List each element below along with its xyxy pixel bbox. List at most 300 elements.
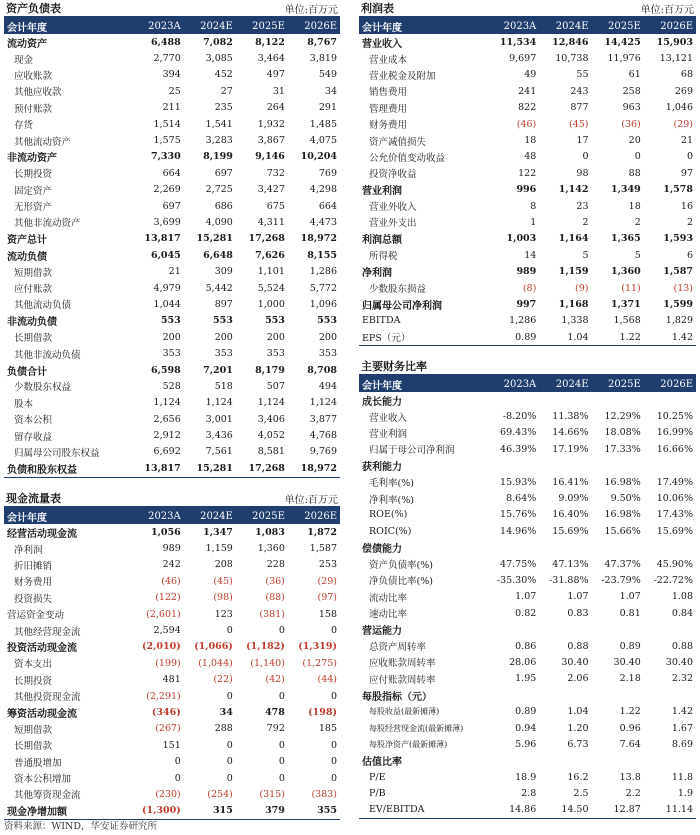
value-cell: 497 <box>266 69 285 81</box>
value-cell: 822 <box>518 102 537 114</box>
value-cell: 17.19% <box>552 443 589 455</box>
value-cell: 8,581 <box>257 446 285 458</box>
value-cell: 0 <box>226 739 233 751</box>
row-label: 估值比率 <box>362 757 402 769</box>
value-cell: 494 <box>318 380 337 392</box>
row-label: 流动比率 <box>369 592 408 604</box>
value-cell: 686 <box>214 200 233 212</box>
table-row <box>4 132 340 148</box>
value-cell: 1.42 <box>644 329 696 346</box>
table-row <box>359 313 696 329</box>
row-label: 非流动负债 <box>7 317 57 329</box>
header-year: 2025E <box>236 508 288 524</box>
value-cell: (88) <box>265 592 285 604</box>
value-cell: 0 <box>174 772 181 784</box>
value-cell: (29) <box>673 118 693 130</box>
table-row <box>4 557 340 573</box>
header-row <box>359 376 696 392</box>
value-cell: 27 <box>220 85 233 97</box>
row-label: 每股净资产(最新摊薄) <box>369 739 448 749</box>
table-row <box>359 523 696 539</box>
table-row <box>359 408 696 424</box>
row-label: P/E <box>369 771 386 783</box>
table-row <box>359 621 696 637</box>
value-cell: -23.79% <box>601 574 641 586</box>
row-label: 营业外收入 <box>369 202 417 214</box>
value-cell: 1,286 <box>309 266 337 278</box>
table-row <box>359 182 696 198</box>
row-label: 少数股东损益 <box>369 284 427 296</box>
value-cell: 1,124 <box>257 397 285 409</box>
value-cell: 353 <box>162 348 181 360</box>
balance-sheet-title: 资产负债表 <box>6 2 61 15</box>
row-label: 流动资产 <box>7 38 47 50</box>
value-cell: 0 <box>330 690 337 702</box>
value-cell: 15.76% <box>500 509 537 521</box>
value-cell: (1,275) <box>302 657 337 669</box>
value-cell: 16.40% <box>552 509 589 521</box>
row-label: 速动比率 <box>369 609 408 621</box>
value-cell: 0.88 <box>567 640 589 652</box>
value-cell: (22) <box>213 674 233 686</box>
value-cell: 47.37% <box>604 558 641 570</box>
value-cell: 30.40 <box>665 656 693 668</box>
table-row <box>4 231 340 247</box>
value-cell: 507 <box>266 380 285 392</box>
income-statement-panel <box>359 0 696 346</box>
row-label: 短期借款 <box>14 267 53 279</box>
value-cell: 553 <box>317 315 337 327</box>
row-label: 现金净增加额 <box>4 803 132 820</box>
value-cell <box>592 540 644 556</box>
value-cell <box>539 392 591 408</box>
value-cell: 6,045 <box>151 249 181 261</box>
value-cell: 200 <box>214 331 233 343</box>
value-cell: 15.93% <box>500 476 537 488</box>
row-label: 其他筹资现金流 <box>14 790 81 802</box>
value-cell: 4,052 <box>257 430 285 442</box>
value-cell <box>487 753 539 769</box>
table-row <box>359 572 696 588</box>
value-cell: 20 <box>628 135 641 147</box>
table-row <box>359 474 696 490</box>
value-cell: 0.84 <box>671 607 693 619</box>
table-row <box>4 83 340 99</box>
table-row <box>4 100 340 116</box>
value-cell: 17,268 <box>236 460 288 477</box>
income-statement-title-bar <box>359 0 696 18</box>
value-cell: 1.22 <box>592 329 644 346</box>
value-cell: 185 <box>318 723 337 735</box>
value-cell: 1 <box>530 216 537 228</box>
value-cell: 16.66% <box>656 443 693 455</box>
header-year: 2024E <box>184 508 236 524</box>
value-cell: 1,286 <box>509 315 537 327</box>
value-cell: 291 <box>318 102 337 114</box>
table-row <box>359 671 696 687</box>
value-cell <box>487 458 539 474</box>
value-cell: 122 <box>518 167 537 179</box>
table-row <box>359 785 696 801</box>
value-cell: 10,738 <box>555 53 589 65</box>
value-cell: 697 <box>162 200 181 212</box>
value-cell: (46) <box>516 118 537 130</box>
table-row <box>4 395 340 411</box>
table-row <box>4 737 340 753</box>
value-cell: (46) <box>161 575 181 587</box>
header-row <box>4 508 340 524</box>
value-cell: 1,000 <box>257 298 285 310</box>
value-cell: 61 <box>628 69 641 81</box>
value-cell: 8.69 <box>671 738 693 750</box>
value-cell: 6.73 <box>567 738 589 750</box>
value-cell: (1,319) <box>298 641 337 653</box>
value-cell: 2,770 <box>153 53 181 65</box>
table-row <box>4 721 340 737</box>
row-label: ROE(%) <box>369 509 408 521</box>
header-row <box>4 18 340 34</box>
table-row <box>359 247 696 263</box>
row-label: 营运能力 <box>362 626 402 638</box>
row-label: 非流动资产 <box>7 153 57 165</box>
value-cell: 2 <box>582 216 589 228</box>
income-statement-table <box>359 18 696 346</box>
table-row <box>4 263 340 279</box>
value-cell: 88 <box>628 167 641 179</box>
value-cell: 664 <box>318 200 337 212</box>
value-cell: 0 <box>226 756 233 768</box>
value-cell: (97) <box>317 592 337 604</box>
value-cell: 15,903 <box>656 36 693 48</box>
row-label: 其他非流动资产 <box>14 218 81 230</box>
value-cell <box>539 540 591 556</box>
value-cell: 1,056 <box>151 526 181 538</box>
header-label: 会计年度 <box>359 18 487 34</box>
row-label: 投资净收益 <box>369 169 417 181</box>
balance-sheet-panel <box>4 0 340 478</box>
header-year: 2023A <box>132 508 184 524</box>
value-cell: 200 <box>318 331 337 343</box>
value-cell: 151 <box>162 739 181 751</box>
value-cell: 16.98% <box>604 476 641 488</box>
value-cell: 3,283 <box>205 135 233 147</box>
value-cell: (2,601) <box>146 608 181 620</box>
value-cell: 8 <box>530 200 537 212</box>
value-cell: 1,142 <box>558 184 589 196</box>
value-cell: 0.89 <box>619 640 641 652</box>
value-cell: 10.06% <box>656 493 693 505</box>
value-cell: 258 <box>622 85 641 97</box>
row-label: EBITDA <box>362 315 401 327</box>
value-cell: 518 <box>214 380 233 392</box>
table-row <box>359 132 696 148</box>
table-row <box>359 425 696 441</box>
balance-sheet-table <box>4 18 340 478</box>
row-label: 存货 <box>14 120 34 132</box>
row-label: 长期投资 <box>14 675 53 687</box>
value-cell: 8,179 <box>255 364 285 376</box>
value-cell: 49 <box>524 69 537 81</box>
table-row <box>359 589 696 605</box>
value-cell: 4,473 <box>309 216 337 228</box>
ratios-panel <box>359 358 696 819</box>
value-cell: 17.33% <box>604 443 641 455</box>
table-row <box>4 329 340 345</box>
value-cell: 1,932 <box>257 118 285 130</box>
value-cell: 269 <box>674 85 693 97</box>
value-cell: 675 <box>266 200 285 212</box>
row-label: 资本公积 <box>14 415 53 427</box>
value-cell: (36) <box>265 575 285 587</box>
value-cell: 2.18 <box>619 673 641 685</box>
value-cell: 989 <box>162 543 181 555</box>
row-label: 投资活动现金流 <box>7 643 77 655</box>
cashflow-unit: 单位:百万元 <box>284 495 338 506</box>
value-cell: 1,349 <box>611 184 641 196</box>
value-cell: 1,587 <box>663 266 693 278</box>
row-label: 资产减值损失 <box>369 136 427 148</box>
value-cell: 16 <box>680 200 693 212</box>
value-cell: 10,204 <box>300 151 337 163</box>
value-cell: 23 <box>576 200 589 212</box>
value-cell: 46.39% <box>500 443 537 455</box>
value-cell: 45.90% <box>656 558 693 570</box>
value-cell: 1,046 <box>665 102 693 114</box>
value-cell: 1.04 <box>567 706 589 718</box>
table-row <box>4 411 340 427</box>
row-label: 每股经营现金流(最新摊薄) <box>369 723 464 733</box>
table-row <box>4 803 340 820</box>
header-year: 2025E <box>236 18 288 34</box>
value-cell: -31.88% <box>549 574 589 586</box>
table-row <box>4 427 340 443</box>
value-cell: (42) <box>265 674 285 686</box>
table-row <box>359 753 696 769</box>
row-label: EV/EBITDA <box>359 802 487 819</box>
value-cell: 3,427 <box>257 184 285 196</box>
table-row <box>4 345 340 361</box>
row-label: 净利润 <box>362 268 392 280</box>
value-cell: 8,155 <box>307 249 337 261</box>
row-label: 营业收入 <box>362 38 402 50</box>
value-cell: (315) <box>259 788 285 800</box>
value-cell: 1,168 <box>558 298 589 310</box>
row-label: 归属于母公司净利润 <box>369 445 455 457</box>
value-cell: 528 <box>162 380 181 392</box>
table-row <box>4 182 340 198</box>
value-cell: 97 <box>680 167 693 179</box>
value-cell: 1,159 <box>558 266 589 278</box>
table-row <box>359 263 696 279</box>
row-label: 其他应收款 <box>14 87 62 99</box>
row-label: 应付账款 <box>14 284 53 296</box>
value-cell: 452 <box>214 69 233 81</box>
value-cell: 0.81 <box>619 607 641 619</box>
value-cell: 18.08% <box>604 427 641 439</box>
value-cell: (1,140) <box>250 657 285 669</box>
row-label: 营业利润 <box>362 186 402 198</box>
table-row <box>359 736 696 752</box>
value-cell: 963 <box>622 102 641 114</box>
value-cell: 0 <box>686 151 693 163</box>
value-cell: 1,347 <box>203 526 233 538</box>
row-label: 折旧摊销 <box>14 560 53 572</box>
value-cell: 15.69% <box>656 525 693 537</box>
row-label: 应收账款周转率 <box>369 658 436 670</box>
value-cell: 2.8 <box>521 788 537 800</box>
value-cell: 30.40 <box>613 656 641 668</box>
value-cell: 7.64 <box>619 738 641 750</box>
row-label: P/B <box>369 788 386 800</box>
value-cell <box>487 687 539 703</box>
value-cell: (36) <box>621 118 641 130</box>
value-cell: 9,697 <box>509 53 537 65</box>
value-cell: 288 <box>214 723 233 735</box>
row-label: 公允价值变动收益 <box>369 152 446 164</box>
table-row <box>4 378 340 394</box>
header-label: 会计年度 <box>359 376 487 392</box>
value-cell: 0.82 <box>515 607 537 619</box>
value-cell: 15,281 <box>184 460 236 477</box>
value-cell: 34 <box>219 706 233 718</box>
table-row <box>4 622 340 638</box>
value-cell: 315 <box>184 803 236 820</box>
table-row <box>359 638 696 654</box>
value-cell: 7,561 <box>205 446 233 458</box>
value-cell: 14.86 <box>487 802 539 819</box>
row-label: ROIC(%) <box>369 525 412 537</box>
value-cell: 123 <box>214 608 233 620</box>
value-cell: 1.67 <box>671 722 693 734</box>
value-cell: 11,976 <box>607 53 641 65</box>
value-cell: (267) <box>155 723 181 735</box>
value-cell: (122) <box>155 592 181 604</box>
cashflow-table <box>4 508 340 820</box>
header-year: 2026E <box>644 18 696 34</box>
value-cell: 4,768 <box>309 430 337 442</box>
value-cell: 14.66% <box>552 427 589 439</box>
value-cell: 1,829 <box>665 315 693 327</box>
value-cell: 13,121 <box>659 53 693 65</box>
value-cell: 4,311 <box>257 216 285 228</box>
value-cell: 4,075 <box>309 135 337 147</box>
value-cell: 200 <box>162 331 181 343</box>
value-cell: 1.42 <box>671 706 693 718</box>
table-row <box>359 507 696 523</box>
value-cell: 11.38% <box>552 411 589 423</box>
value-cell: 0.83 <box>567 607 589 619</box>
table-row <box>4 444 340 460</box>
header-year: 2024E <box>184 18 236 34</box>
row-label: 销售费用 <box>369 87 408 99</box>
value-cell: 9.09% <box>558 493 589 505</box>
value-cell: -22.72% <box>653 574 693 586</box>
row-label: 每股指标（元） <box>362 691 432 703</box>
table-row <box>359 83 696 99</box>
row-label: 偿债能力 <box>362 544 402 556</box>
value-cell: 5.96 <box>515 738 537 750</box>
value-cell: 6,692 <box>153 446 181 458</box>
value-cell: 208 <box>214 559 233 571</box>
table-row <box>359 441 696 457</box>
value-cell: 1,096 <box>309 298 337 310</box>
table-row <box>359 165 696 181</box>
value-cell: 1,360 <box>611 266 641 278</box>
value-cell: 2 <box>634 216 641 228</box>
value-cell: (8) <box>522 282 537 294</box>
row-label: 归属母公司股东权益 <box>14 447 100 459</box>
cashflow-title-bar <box>4 490 340 508</box>
value-cell: 18.9 <box>515 771 537 783</box>
value-cell: 2,269 <box>153 184 181 196</box>
value-cell: 12.87 <box>592 802 644 819</box>
table-row <box>4 786 340 802</box>
value-cell: 3,819 <box>309 53 337 65</box>
value-cell: 6,648 <box>203 249 233 261</box>
value-cell: (13) <box>673 282 693 294</box>
value-cell: 13,817 <box>132 460 184 477</box>
row-label: 其他非流动负债 <box>14 349 81 361</box>
value-cell: 1,568 <box>613 315 641 327</box>
value-cell: 1,587 <box>309 543 337 555</box>
value-cell: 1,575 <box>153 135 181 147</box>
value-cell: 2,656 <box>153 413 181 425</box>
value-cell: -35.30% <box>496 574 537 586</box>
table-row <box>4 704 340 720</box>
table-row <box>4 460 340 477</box>
value-cell: 5 <box>582 249 589 261</box>
source-footnote: 资料来源：WIND，华安证券研究所 <box>4 821 157 832</box>
row-label: 短期借款 <box>14 724 53 736</box>
table-row <box>359 490 696 506</box>
value-cell: 0 <box>278 756 285 768</box>
table-row <box>359 198 696 214</box>
value-cell: 0.89 <box>515 706 537 718</box>
value-cell: 0.96 <box>619 722 641 734</box>
table-row <box>4 296 340 312</box>
row-label: 利润总额 <box>362 235 402 247</box>
value-cell: 997 <box>516 298 537 310</box>
value-cell: 1.07 <box>619 591 641 603</box>
row-label: 资产总计 <box>7 235 47 247</box>
value-cell: 10.25% <box>656 411 693 423</box>
value-cell <box>539 458 591 474</box>
row-label: 负债合计 <box>7 366 47 378</box>
table-row <box>359 214 696 230</box>
value-cell: 481 <box>162 674 181 686</box>
value-cell: 2.06 <box>567 673 589 685</box>
value-cell: 15,281 <box>196 233 233 245</box>
value-cell: 3,867 <box>257 135 285 147</box>
value-cell: 3,699 <box>153 216 181 228</box>
value-cell: (45) <box>213 575 233 587</box>
value-cell: 243 <box>570 85 589 97</box>
header-row <box>359 18 696 34</box>
header-year: 2023A <box>132 18 184 34</box>
table-row <box>359 687 696 703</box>
value-cell <box>539 621 591 637</box>
value-cell: 897 <box>214 298 233 310</box>
value-cell: (1,300) <box>132 803 184 820</box>
value-cell: 0.88 <box>671 640 693 652</box>
value-cell: 0 <box>330 739 337 751</box>
value-cell: 264 <box>266 102 285 114</box>
value-cell: 0 <box>330 772 337 784</box>
value-cell: 478 <box>265 706 285 718</box>
row-label: 总资产周转率 <box>369 642 427 654</box>
table-row <box>4 50 340 66</box>
table-row <box>4 149 340 165</box>
